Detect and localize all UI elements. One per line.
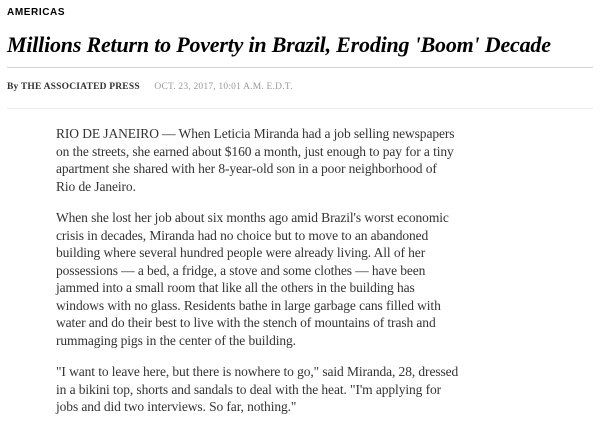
byline-row — [7, 81, 593, 93]
paragraph-line: windows with no glass. Residents bathe in large garbage cans filled with — [56, 297, 441, 313]
paragraph-line: When she lost her job about six months ago amid Brazil's worst economic — [56, 210, 449, 225]
paragraph-line: rummaging pigs in the center of the building. — [56, 332, 296, 348]
paragraph-line: crisis in decades, Miranda had no choice but to move to an abandoned — [56, 227, 429, 243]
paragraph-line: on the streets, she earned about $160 a month, just enough to pay for a tiny — [56, 143, 454, 159]
article-paragraph — [56, 209, 593, 349]
paragraph-line: in a bikini top, shorts and sandals to deal with the heat. "I'm applying for — [56, 381, 442, 397]
article-paragraph — [56, 125, 593, 195]
paragraph-line: apartment she shared with her 8-year-old son in a poor neighborhood of — [56, 161, 437, 176]
paragraph-line: jammed into a small room that like all the others in the building has — [56, 280, 415, 295]
paragraph-line: RIO DE JANEIRO — When Leticia Miranda had a job selling newspapers — [56, 126, 455, 141]
section-kicker[interactable]: AMERICAS — [7, 7, 66, 18]
byline-divider — [7, 108, 593, 109]
paragraph-line: building where several hundred people were already living. All of her — [56, 245, 426, 260]
paragraph-line: Rio de Janeiro. — [56, 178, 136, 194]
headline-divider — [7, 67, 593, 68]
paragraph-line: possessions — a bed, a fridge, a stove and some clothes — have been — [56, 262, 426, 278]
article-paragraph — [56, 363, 593, 416]
paragraph-line: water and do their best to live with the stench of mountains of trash and — [56, 315, 436, 330]
byline-author: By THE ASSOCIATED PRESS — [7, 82, 140, 92]
article-body — [56, 125, 593, 416]
publish-date: OCT. 23, 2017, 10:01 A.M. E.D.T. — [154, 82, 293, 92]
paragraph-line: jobs and did two interviews. So far, nothing." — [56, 399, 297, 414]
article-headline: Millions Return to Poverty in Brazil, Eroding 'Boom' Decade — [7, 32, 551, 57]
paragraph-line: "I want to leave here, but there is nowhere to go," said Miranda, 28, dressed — [56, 364, 459, 379]
